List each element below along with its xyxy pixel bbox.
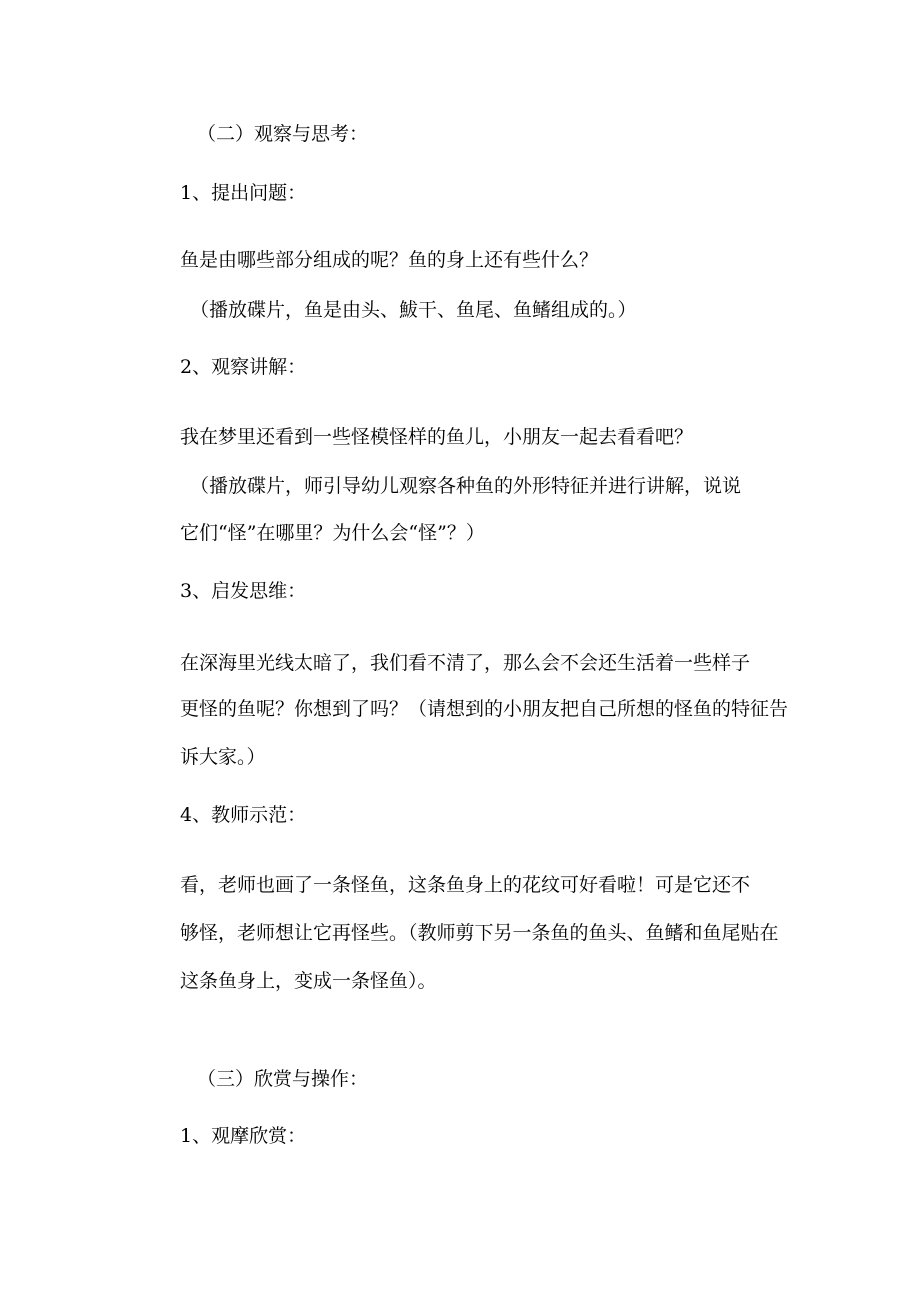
item-2-note-line-1: （播放碟片，师引导幼儿观察各种鱼的外形特征并进行讲解，说说 [190,475,742,497]
item-2-text: 我在梦里还看到一些怪模怪样的鱼儿，小朋友一起去看看吧？ [180,426,694,448]
item-3-line-3: 诉大家。） [180,746,266,768]
section-heading-appreciate-operate: （三）欣赏与操作： [197,1068,369,1090]
item-4-line-3: 这条鱼身上，变成一条怪鱼）。 [180,970,437,992]
item-3-heading: 3、启发思维： [180,580,307,602]
item-1-question: 鱼是由哪些部分组成的呢？鱼的身上还有些什么？ [180,249,599,271]
item-2-heading: 2、观察讲解： [180,356,307,378]
item-4-line-2: 够怪，老师想让它再怪些。（教师剪下另一条鱼的鱼头、鱼鳍和鱼尾贴在 [180,922,779,944]
section-3-item-1-heading: 1、观摩欣赏： [180,1125,307,1147]
item-1-note: （播放碟片，鱼是由头、鮁干、鱼尾、鱼鳍组成的。） [190,299,637,321]
item-3-line-1: 在深海里光线太暗了，我们看不清了，那么会不会还生活着一些样子 [180,652,751,674]
item-1-heading: 1、提出问题： [180,182,307,204]
item-4-line-1: 看，老师也画了一条怪鱼，这条鱼身上的花纹可好看啦！可是它还不 [180,874,751,896]
item-4-heading: 4、教师示范： [180,804,307,826]
item-3-line-2: 更怪的鱼呢？你想到了吗？（请想到的小朋友把自己所想的怪鱼的特征告 [180,698,789,720]
section-heading-observe-think: （二）观察与思考： [197,123,369,145]
item-2-note-line-2: 它们“怪”在哪里？为什么会“怪”？） [180,522,485,544]
